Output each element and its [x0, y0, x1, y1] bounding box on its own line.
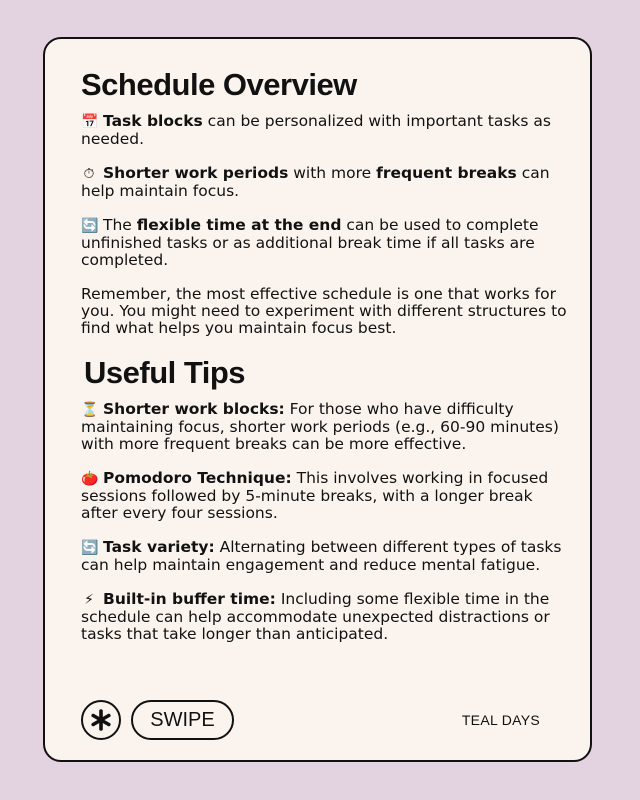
- stopwatch-icon: ⏱: [83, 166, 95, 182]
- lightning-icon: ⚡: [84, 592, 94, 608]
- cycle-icon: 🔄: [81, 540, 99, 556]
- hourglass-icon: ⏳: [81, 402, 99, 418]
- overview-list: [81, 113, 571, 337]
- bold-text: frequent breaks: [376, 164, 517, 182]
- body-text: with more: [288, 164, 377, 182]
- body-text: can be personalized with important tasks as needed.: [81, 112, 551, 148]
- overview-paragraph: [81, 286, 571, 337]
- overview-heading: Schedule Overview: [81, 67, 357, 102]
- body-text: can help maintain focus.: [81, 164, 550, 200]
- bold-text: Built-in buffer time:: [103, 590, 276, 608]
- bold-text: flexible time at the end: [136, 216, 342, 234]
- tips-paragraph: [81, 401, 571, 453]
- body-text: For those who have difficulty maintaining focus, shorter work periods (e.g., 60-90 minutes) with more frequent breaks can be more effective.: [81, 400, 559, 453]
- bold-text: Pomodoro Technique:: [103, 469, 292, 487]
- body-text: The: [103, 216, 137, 234]
- overview-paragraph: [81, 113, 571, 148]
- calendar-icon: 📅: [81, 114, 99, 130]
- tips-paragraph: [81, 470, 571, 522]
- asterisk-icon: [89, 708, 113, 732]
- tomato-icon: 🍅: [81, 471, 99, 487]
- body-text: can be used to complete unfinished tasks or as additional break time if all tasks are completed.: [81, 216, 539, 269]
- body-text: Alternating between different types of tasks can help maintain engagement and reduce mental fatigue.: [81, 538, 562, 574]
- overview-paragraph: [81, 165, 571, 200]
- card-content: [81, 67, 571, 643]
- bold-text: Task blocks: [103, 112, 203, 130]
- body-text: This involves working in focused sessions followed by 5-minute breaks, with a longer break after every four sessions.: [81, 469, 549, 522]
- cycle-icon: 🔄: [81, 218, 99, 234]
- tips-paragraph: [81, 591, 571, 643]
- footer: [81, 700, 540, 742]
- slide-card: [43, 37, 592, 762]
- overview-paragraph: [81, 217, 571, 269]
- body-text: Remember, the most effective schedule is one that works for you. You might need to experiment with different structures to find what helps you maintain focus best.: [81, 285, 567, 337]
- tips-paragraph: [81, 539, 571, 574]
- swipe-button[interactable]: SWIPE: [131, 700, 234, 740]
- bold-text: Shorter work blocks:: [103, 400, 285, 418]
- body-text: Including some flexible time in the schedule can help accommodate unexpected distractions or tasks that take longer than anticipated.: [81, 590, 550, 643]
- bold-text: Task variety:: [103, 538, 215, 556]
- asterisk-button[interactable]: [81, 700, 121, 740]
- brand-label: TEAL DAYS: [461, 712, 540, 728]
- tips-list: [81, 401, 571, 643]
- tips-heading: Useful Tips: [84, 355, 246, 390]
- bold-text: Shorter work periods: [103, 164, 289, 182]
